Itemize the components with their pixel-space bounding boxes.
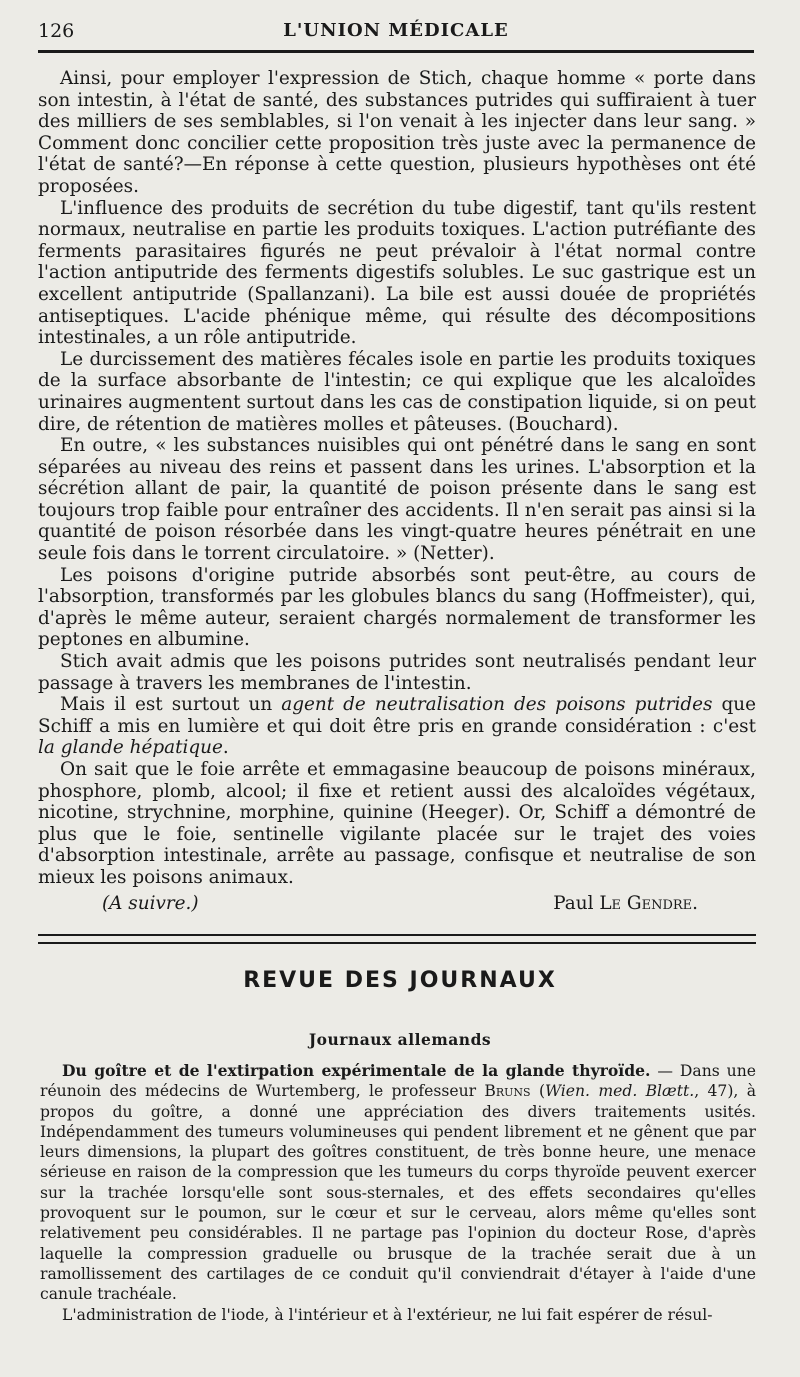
text-run: que Schiff a mis en lumière et qui doit être pris en grande considération : c'est — [38, 694, 756, 737]
paragraph: L'administration de l'iode, à l'intérieur et à l'extérieur, ne lui fait espérer de résul- — [62, 1305, 713, 1324]
journal-reference: Wien. med. Blætt. — [545, 1082, 695, 1101]
subsection-title: Journaux allemands — [308, 1030, 492, 1049]
journal-review — [40, 1061, 756, 1325]
paragraph: Ainsi, pour employer l'expression de Stich, chaque homme « porte dans son intestin, à l'état de santé, des substances putrides qui suffiraient à tuer des milliers de ses semblables, si l'on venait à les injecter dans leur sang. » Comment donc concilier cette proposition très juste avec la permanence de l'état de santé?—En réponse à cette question, plusieurs hypothèses ont été proposées. — [38, 68, 756, 197]
text-run: ( — [538, 1082, 546, 1101]
author-name: Bruns — [484, 1082, 531, 1101]
paragraph — [40, 1061, 756, 1305]
text-run: . — [222, 737, 229, 759]
paragraph: Les poisons d'origine putride absorbés sont peut-être, au cours de l'absorption, transformés par les globules blancs du sang (Hoffmeister), qui, d'après le même auteur, seraient chargés normalement de transformer les peptones en albumine. — [38, 564, 756, 651]
paragraph — [38, 694, 756, 759]
page-number: 126 — [38, 20, 75, 42]
text-run: Mais il est surtout un — [60, 694, 273, 716]
paragraph: En outre, « les substances nuisibles qui ont pénétré dans le sang en sont séparées au niveau des reins et passent dans les urines. L'absorption et la sécrétion allant de pair, la quantité de poison présente dans le sang est toujours trop faible pour entraîner des accidents. Il n'en serait pas ainsi si la quantité de poison résorbée dans les vingt-quatre heures pénétrait en une seule fois dans le torrent circulatoire. » (Netter). — [38, 435, 756, 565]
author-signature — [553, 893, 698, 915]
article-body — [38, 68, 756, 917]
text-run: , 47), — [694, 1082, 739, 1101]
to-be-continued: (A suivre.) — [102, 892, 199, 914]
review-heading: Du goître et de l'extirpation expérimentale de la glande thyroïde. — [62, 1061, 651, 1080]
author-first-name: Paul — [553, 892, 594, 914]
section-divider — [38, 934, 756, 944]
author-last-name: Le Gendre. — [599, 892, 698, 914]
paragraph: Le durcissement des matières fécales isole en partie les produits toxiques de la surface absorbante de l'intestin; ce qui explique que les alcaloïdes urinaires augmentent surtout dans les cas de constipation liquide, si on peut dire, de rétention de matières molles et pâteuses. (Bouchard). — [38, 348, 756, 435]
emphasis: agent de neutralisation des poisons putrides — [281, 694, 713, 716]
signature-line — [38, 893, 756, 917]
page-header — [38, 16, 754, 48]
running-title: L'UNION MÉDICALE — [283, 20, 509, 41]
header-rule — [38, 50, 754, 53]
dash: — — [657, 1062, 673, 1080]
paragraph: Stich avait admis que les poisons putrides sont neutralisés pendant leur passage à travers les membranes de l'intestin. — [38, 651, 756, 694]
paragraph: On sait que le foie arrête et emmagasine beaucoup de poisons minéraux, phosphore, plomb, alcool; il fixe et retient aussi des alcaloïdes végétaux, nicotine, strychnine, morphine, quinine (Heeger). Or, Schiff a démontré de plus que le foie, sentinelle vigilante placée sur le trajet des voies d'absorption intestinale, arrête au passage, confisque et neutralise de son mieux les poisons animaux. — [38, 759, 756, 888]
paragraph: L'influence des produits de secrétion du tube digestif, tant qu'ils restent normaux, neutralise en partie les produits toxiques. L'action putréfiante des ferments parasitaires figurés ne peut prévaloir à l'état normal contre l'action antiputride des ferments digestifs solubles. Le suc gastrique est un excellent antiputride (Spallanzani). La bile est aussi douée de propriétés antiseptiques. L'acide phénique même, qui résulte des décompositions intestinales, a un rôle antiputride. — [38, 197, 756, 349]
emphasis: la glande hépatique — [38, 737, 223, 759]
section-title: REVUE DES JOURNAUX — [243, 968, 557, 993]
text-run: à propos du goître, a donné une appréciation des divers traitements usités. Indépendamment des tumeurs volumineuses qui pendent librement et ne gênent que par leurs dimensions, la plupart des goîtres constituent, de très bonne heure, une menace sérieuse en raison de la compression que les tumeurs du corps thyroïde peuvent exercer sur la trachée lorsqu'elle sont sous-sternales, et des effets secondaires qu'elles provoquent sur le poumon, sur le cœur et sur le cerveau, alors même qu'elles sont relativement peu considérables. Il ne partage pas l'opinion du docteur Rose, d'après laquelle la compression graduelle ou brusque de la trachée serait due à un ramollissement des cartilages de ce conduit qu'il conviendrait d'étayer à l'aide d'une canule trachéale. — [40, 1082, 756, 1304]
text-run: Dans une réunoin des médecins de Wurtemberg, le professeur — [40, 1062, 756, 1101]
